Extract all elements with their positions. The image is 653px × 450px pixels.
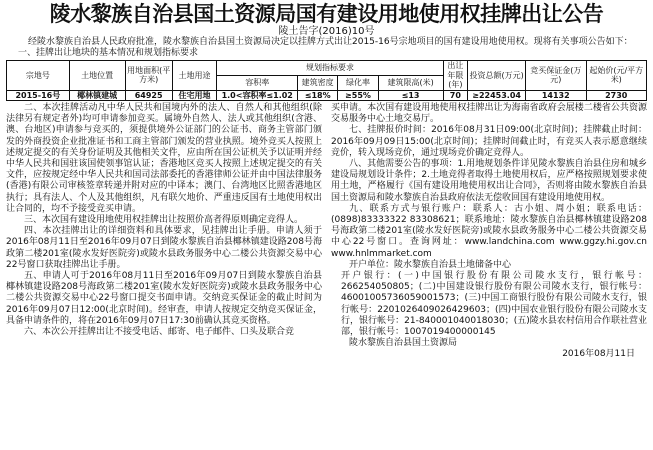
section-six-continued: 买申请。本次国有建设用地使用权挂牌出让为海南省政府会展楼二楼省公共资源交易服务中心土地交易厅。 (331, 103, 647, 125)
cell-far: 1.0<容积率≤1.02 (217, 90, 298, 101)
header-area: 用地面积(平方米) (125, 61, 172, 91)
header-far: 容积率 (217, 75, 298, 90)
bank-account-holder: 开户单位：陵水黎族自治县土地储备中心 (349, 259, 512, 270)
table-row (7, 90, 647, 101)
section-six: 六、本次公开挂牌出让不接受电话、邮寄、电子邮件、口头及联合竞 (24, 327, 295, 338)
header-height: 建筑限高(米) (378, 75, 443, 90)
header-invest: 投资总额(万元) (468, 61, 526, 91)
cell-green: ≥55% (338, 90, 378, 101)
intro-paragraph: 经陵水黎族自治县人民政府批准，陵水黎族自治县国土资源局决定以挂牌方式出让2015-16号宗地项目的国有建设用地使用权。现将有关事项公告如下： (28, 37, 633, 47)
header-start-price: 起始价(元/平方米) (586, 61, 647, 91)
cell-height: ≤13 (378, 90, 443, 101)
bank-label: 开户银行： (341, 271, 399, 282)
cell-years: 70 (443, 90, 468, 101)
land-parcel-table (6, 60, 647, 101)
right-column (331, 103, 647, 360)
cell-deposit: 14132 (526, 90, 586, 101)
header-parcel: 宗地号 (7, 61, 70, 91)
left-column (6, 103, 322, 360)
header-green: 绿化率 (338, 75, 378, 90)
cell-parcel: 2015-16号 (7, 90, 70, 101)
table-header-row (7, 61, 647, 76)
cell-density: ≤18% (298, 90, 338, 101)
body-columns (6, 103, 647, 360)
header-plan: 规划指标要求 (217, 61, 443, 76)
section-two: 二、本次挂牌活动凡中华人民共和国境内外的法人、自然人和其他组织(除法律另有规定者外)均可申请参加竞买。属境外自然人、法人或其他组织(含港、澳、台地区)申请参与竞买的，须提供境外公证部门的公证书、商务主管部门颁发的外商投资企业批准证书和工商主管部门颁发的营业执照。境外竞买人按照上述规定提交的有关身份证明及其他相关文件，应由所在国公证机关予以证明并经中华人民共和国驻该国使领事馆认证；香港地区竞买人按照上述规定提交的有关文件，应按规定经中华人民共和国司法部委托的香港律师公证并由中国法律服务(香港)有限公司审核签章转递并附对应的中译本；澳门、台湾地区比照香港地区执行；具有法人、个人及其他组织，凡有联欠地价、严重违反国有土地使用权出让合同的，均不予接受竞买申请。 (6, 103, 322, 214)
bank-list: (一)中国银行股份有限公司陵水支行，银行帐号：266254050805；(二)中国建设银行股份有限公司陵水支行，银行帐号：46001005736059001573；(三)中国工商银行股份有限公司陵水支行，银行帐号：2201026409026429603；(四)中国农业银行股份有限公司陵水支行，银行帐号：21-840001040018030；(五)陵水县农村信用合作联社营业部，银行帐号：1007019400000145 (341, 271, 647, 338)
announcement-title: 陵水黎族自治县国土资源局国有建设用地使用权挂牌出让公告 (49, 2, 604, 26)
bank-accounts (331, 271, 647, 338)
cell-start-price: 2730 (586, 90, 647, 101)
document-number: 陵土告字(2016)10号 (278, 26, 375, 37)
header-location: 土地位置 (69, 61, 125, 91)
issuing-organization: 陵水黎族自治县国土资源局 (349, 338, 458, 349)
section-five: 五、申请人可于2016年08月11日至2016年09月07日到陵水黎族自治县椰林镇建设路208号海政第二楼201室(陵水发好医院旁)或陵水县政务服务中心二楼公共资源交易中心22号窗口提交书面申请。交纳竞买保证金的截止时间为2016年09月07日12:00(北京时间)。经审查，申请人按规定交纳竞买保证金，具备申请条件的，将在2016年09月07日17:30前确认其竞买资格。 (6, 271, 322, 326)
section-three: 三、本次国有建设用地使用权挂牌出让按照价高者得原则确定竞得人。 (24, 215, 304, 226)
issue-date: 2016年08月11日 (562, 349, 635, 360)
header-density: 建筑密度 (298, 75, 338, 90)
cell-use: 住宅用地 (172, 90, 217, 101)
section-seven: 七、挂牌报价时间：2016年08月31日09:00(北京时间)；挂牌截止时间：2016年09月09日15:00(北京时间)；挂牌时间截止时，有竞买人表示愿意继续竞价，转入现场竞价，通过现场竞价确定竞得人。 (331, 125, 647, 158)
header-deposit: 竞买保证金(万元) (526, 61, 586, 91)
cell-area: 64925 (125, 90, 172, 101)
cell-location: 椰林镇建城 (69, 90, 125, 101)
section-eight: 八、其他需要公告的事项：1.用地规划条件详见陵水黎族自治县住房和城乡建设局规划设计条件；2.土地竞得者取得土地使用权后，应严格按照规划要求使用土地，严格履行《国有建设用地使用权出让合同》，否则将由陵水黎族自治县国土资源局和陵水黎族自治县政府依法无偿收回国有建设用地使用权。 (331, 159, 647, 203)
section-one-heading: 一、挂牌出让地块的基本情况和规划指标要求 (18, 48, 199, 58)
header-years: 出让年限(年) (443, 61, 468, 91)
section-four: 四、本次挂牌出让的详细资料和具体要求，见挂牌出让手册。申请人须于2016年08月11日至2016年09月07日到陵水黎族自治县椰林镇建设路208号海政第二楼201室(陵水发好医院旁)或陵水县政务服务中心二楼公共资源交易中心22号窗口获取挂牌出让手册。 (6, 226, 322, 270)
header-use: 土地用途 (172, 61, 217, 91)
section-nine: 九、联系方式与银行账户：联系人：古小姐、周小姐；联系电话：(0898)83333322 83308621；联系地址：陵水黎族自治县椰林镇建设路208号海政第二楼201室(陵水发好医院旁)或陵水县政务服务中心二楼公共资源交易中心22号窗口。查询网址：www.landchina.com www.ggzy.hi.gov.cn www.hnlmmarket.com (331, 203, 647, 259)
cell-invest: ≥22453.04 (468, 90, 526, 101)
